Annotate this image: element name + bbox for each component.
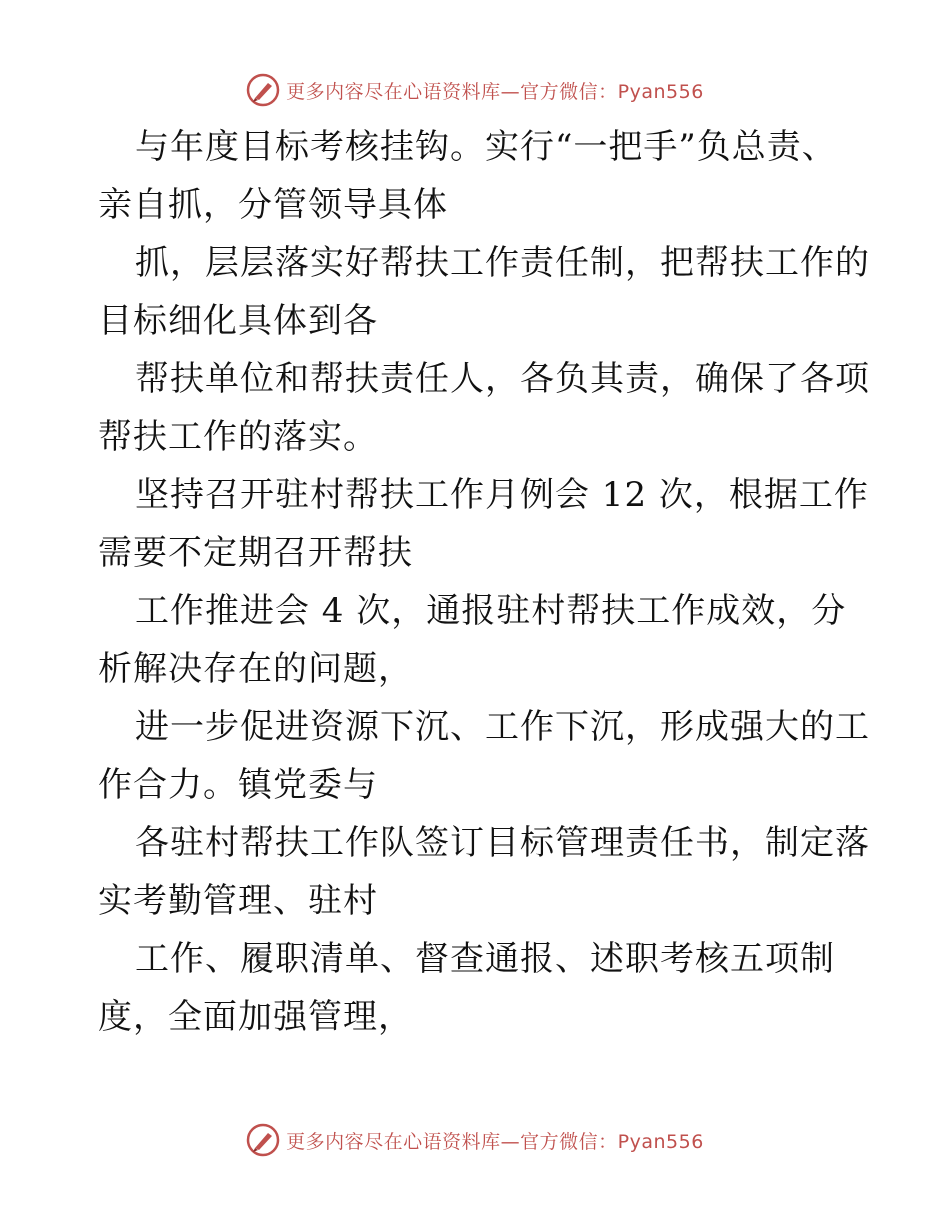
text-line: 工作、履职清单、督查通报、述职考核五项制 — [135, 939, 835, 979]
text-line: 抓，层层落实好帮扶工作责任制，把帮扶工作的 — [135, 243, 870, 283]
header-watermark — [0, 70, 950, 110]
text-line: 析解决存在的问题， — [98, 649, 413, 689]
watermark-text: 更多内容尽在心语资料库—官方微信：Pyan556 — [286, 1130, 704, 1153]
text-line: 帮扶单位和帮扶责任人，各负其责，确保了各项 — [135, 359, 870, 399]
text-line: 需要不定期召开帮扶 — [98, 533, 413, 573]
text-line: 度，全面加强管理， — [98, 997, 413, 1037]
text-line: 与年度目标考核挂钩。实行“一把手”负总责、 — [135, 127, 837, 167]
text-line: 帮扶工作的落实。 — [98, 417, 378, 457]
footer-watermark — [0, 1120, 950, 1160]
watermark-text: 更多内容尽在心语资料库—官方微信：Pyan556 — [286, 80, 704, 103]
text-line: 亲自抓，分管领导具体 — [98, 185, 448, 225]
document-body — [98, 118, 870, 1046]
text-line: 坚持召开驻村帮扶工作月例会 12 次，根据工作 — [135, 475, 869, 515]
text-line: 工作推进会 4 次，通报驻村帮扶工作成效，分 — [135, 591, 847, 631]
text-line: 进一步促进资源下沉、工作下沉，形成强大的工 — [135, 707, 870, 747]
text-line: 目标细化具体到各 — [98, 301, 378, 341]
text-line: 各驻村帮扶工作队签订目标管理责任书，制定落 — [135, 823, 870, 863]
pen-logo-icon — [246, 73, 280, 107]
text-line: 作合力。镇党委与 — [98, 765, 378, 805]
text-line: 实考勤管理、驻村 — [98, 881, 378, 921]
pen-logo-icon — [246, 1123, 280, 1157]
